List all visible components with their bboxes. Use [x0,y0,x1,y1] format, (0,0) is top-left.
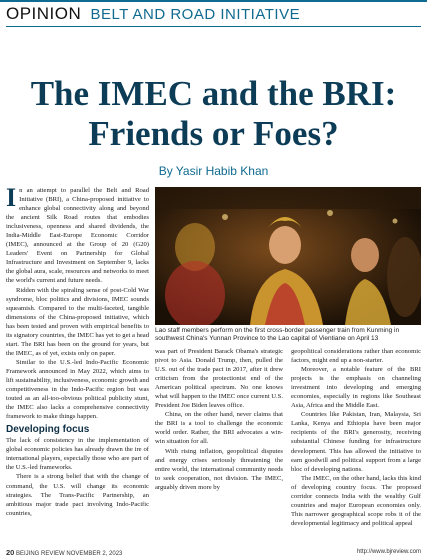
page-footer [6,548,421,558]
article-column-2 [155,347,283,545]
byline: By Yasir Habib Khan [158,164,269,178]
photo-caption: Lao staff members perform on the first cross-border passenger train from Kunming in southwest China's Yunnan Province to the Lao capital of Vientiane on April 13 [155,327,400,342]
publication-info: BEIJING REVIEW NOVEMBER 2, 2023 [16,551,123,557]
paragraph: geopolitical considerations rather than economic factors, might end up a non-starter. [291,348,421,365]
article-column-1 [6,186,149,546]
performers-illustration [155,187,421,325]
section-topic: BELT AND ROAD INITIATIVE [90,6,301,23]
paragraph: The IMEC, on the other hand, lacks this kind of developing country focus. The proposed corridor connects India with the wealthy Gulf countries and major European economies only. This narrower geographical scope robs it of the developmental legitimacy and political appeal [291,474,421,527]
paragraph: Ridden with the spiraling sense of post-Cold War syndrome, bloc politics and divisions, IMEC sounds squeamish. Compared to the multi-faceted, tangible dimensions of the China-proposed initiative, which has been tested and proven with empirical benefits to its signatory countries, the IMEC has yet to get a head start. The BRI has been on the ground for years, but the IMEC, as of yet, exists only on paper. [6,286,149,357]
section-label [6,4,300,24]
paragraph: There is a strong belief that with the change of command, the U.S. will change its economic strategies. The Trans-Pacific Partnership, an ambitious major trade pact involving Indo-Pacific countries, [6,473,149,517]
section-name: OPINION [6,4,82,23]
headline-line-1: The IMEC and the BRI: [30,74,397,113]
paragraph: Countries like Pakistan, Iran, Malaysia, Sri Lanka, Kenya and Ethiopia have been major recipients of the BRI's generosity, receiving substantial Chinese funding for infrastructure development. This has allowed the initiative to earn goodwill and political support from a large bloc of developing nations. [291,411,421,473]
article-column-3 [291,347,421,545]
website-link[interactable]: http://www.bjreview.com [356,549,421,555]
header-divider [6,26,421,27]
paragraph: Moreover, a notable feature of the BRI projects is the emphasis on channeling investment into developing and emerging economies, especially in regions like Southeast Asia, Africa and the Middle East. [291,366,421,410]
footer-left [6,548,122,557]
paragraph: China, on the other hand, never claims that the BRI is a tool to challenge the economic world order. Rather, the BRI advocates a win-win situation for all. [155,411,283,446]
paragraph: With rising inflation, geopolitical disputes and energy crises seriously threatening the entire world, the international community needs to seek cooperation, not division. The IMEC, arguably driven more by [155,447,283,491]
paragraph: The lack of consistency in the implementation of global economic policies has already drawn the ire of international players, especially those who are part of the U.S.-led frameworks. [6,437,149,472]
drop-cap: I [6,186,17,212]
headline-line-2: Friends or Foes? [88,114,339,153]
paragraph-text: n an attempt to parallel the Belt and Road Initiative (BRI), a China-proposed initiative to enhance global connectivity along and beyond the ancient Silk Road routes that embodies inclusiveness, openness and shared dividends, the India-Middle East-Europe Economic Corridor (IMEC), announced at the Group of 20 (G20) Leaders' Event on Partnership for Global Infrastructure and Investment on September 9, lacks the global aura, scale, resources and networks to meet the world's current and future needs. [6,187,149,285]
article-photo [155,187,421,325]
page-number: 20 [6,548,15,557]
paragraph [6,186,149,286]
paragraph: was part of President Barack Obama's strategic pivot to Asia. Donald Trump, then, pulled the U.S. out of the trade pact in 2017, after it drew criticism from the protectionist end of the American political spectrum. No one knows what will happen to the IMEC once current U.S. President Joe Biden leaves office. [155,348,283,410]
subheading: Developing focus [6,424,90,436]
paragraph: Similar to the U.S.-led Indo-Pacific Economic Framework announced in May 2022, which aims to lift sustainability, inclusiveness, economic growth and competitiveness in the Indo-Pacific region but was touted as an all-too-obvious political publicity stunt, the IMEC also lacks a comprehensive connectivity framework to make things happen. [6,358,149,421]
